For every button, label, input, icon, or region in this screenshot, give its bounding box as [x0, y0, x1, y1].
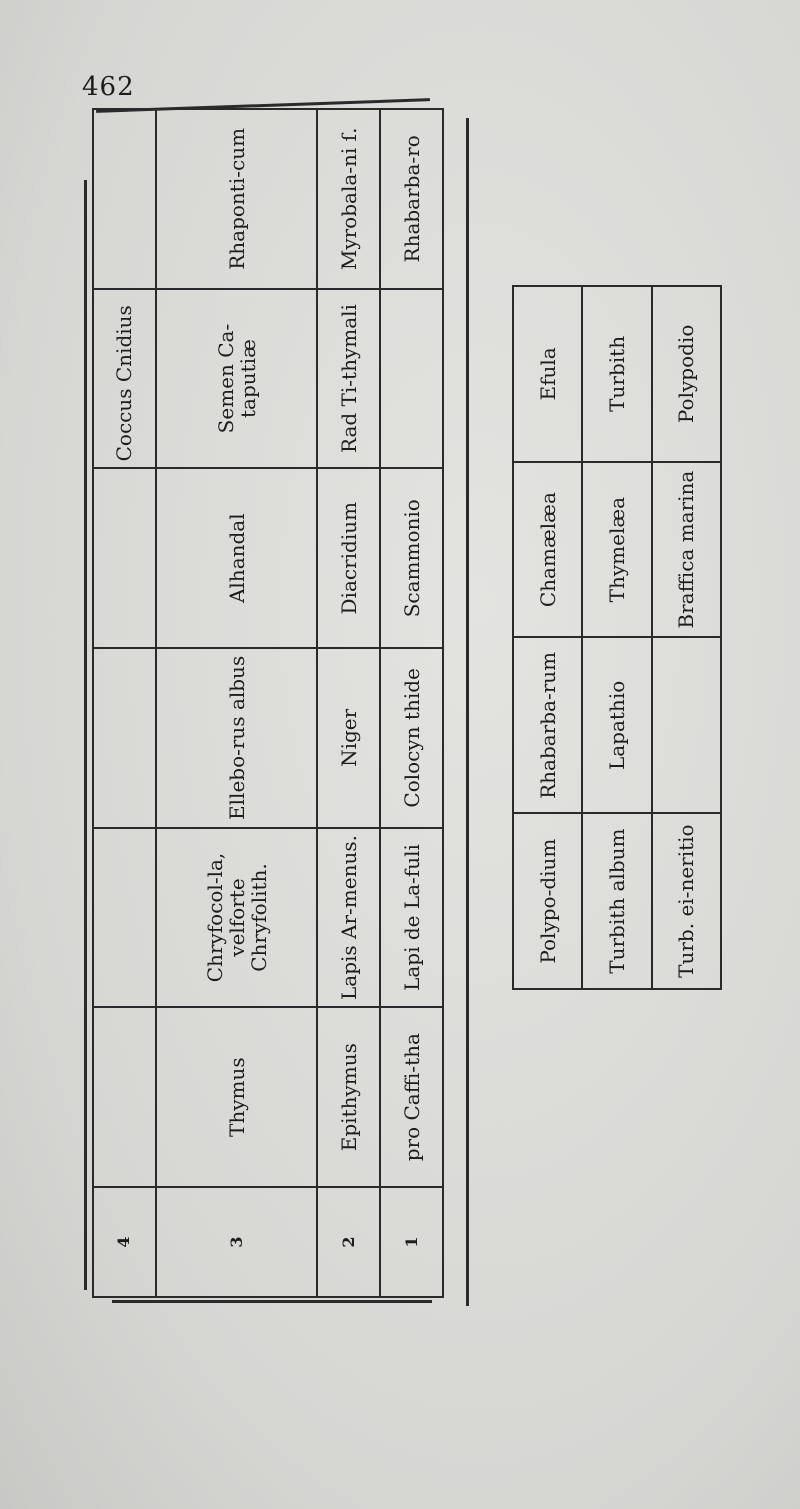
table-cell: Rhaponti-cum	[156, 109, 318, 289]
table-row	[380, 109, 443, 1297]
table-cell	[652, 638, 721, 814]
frame-rule-bottom	[112, 1300, 432, 1303]
table-cell: Lapi de La-fuli	[380, 828, 443, 1008]
main-table	[92, 108, 444, 1298]
table-cell: Polypodio	[652, 286, 721, 462]
table-row	[93, 109, 156, 1297]
table-cell: Rhabarba-ro	[380, 109, 443, 289]
frame-rule-right	[466, 118, 469, 1306]
table-cell: Turbith album	[582, 813, 651, 989]
table-cell: Rhabarba-rum	[513, 638, 582, 814]
frame-rule-left	[84, 180, 87, 1290]
table-cell: Coccus Cnidius	[93, 289, 156, 469]
table-row	[582, 286, 651, 989]
table-cell: Colocyn thide	[380, 648, 443, 828]
table-cell: Rad Ti-thymali	[317, 289, 380, 469]
table-cell: Myrobala-ni ſ.	[317, 109, 380, 289]
table-cell: Diacridium	[317, 468, 380, 648]
table-cell: Turb. ei-neritio	[652, 813, 721, 989]
table-row	[652, 286, 721, 989]
table-cell: Braffica marina	[652, 462, 721, 638]
table-cell: Lapathio	[582, 638, 651, 814]
table-cell: Polypo-dium	[513, 813, 582, 989]
secondary-table	[512, 285, 722, 990]
degree-label: 2	[317, 1187, 380, 1297]
table-cell: Epithymus	[317, 1007, 380, 1187]
table-cell: Thymus	[156, 1007, 318, 1187]
table-row	[317, 109, 380, 1297]
table-cell: Turbith	[582, 286, 651, 462]
table-cell: Semen Ca-taputiæ	[156, 289, 318, 469]
degree-label: 3	[156, 1187, 318, 1297]
table-cell: Alhandal	[156, 468, 318, 648]
table-cell: pro Caffi-tha	[380, 1007, 443, 1187]
table-cell: Niger	[317, 648, 380, 828]
table-cell	[93, 1007, 156, 1187]
table-cell	[380, 289, 443, 469]
table-cell	[93, 828, 156, 1008]
table-cell: Chryfocol-la, velforte Chryfolith.	[156, 828, 318, 1008]
table-cell: Scammonio	[380, 468, 443, 648]
table-row	[156, 109, 318, 1297]
table-cell: Thymelæa	[582, 462, 651, 638]
table-row	[513, 286, 582, 989]
table-cell: Ellebo-rus albus	[156, 648, 318, 828]
table-cell	[93, 468, 156, 648]
table-cell: Chamælæa	[513, 462, 582, 638]
degree-label: 4	[93, 1187, 156, 1297]
table-cell	[93, 109, 156, 289]
degree-label: 1	[380, 1187, 443, 1297]
table-cell	[93, 648, 156, 828]
table-cell: Efula	[513, 286, 582, 462]
table-cell: Lapis Ar-menus.	[317, 828, 380, 1008]
page-number: 462	[82, 72, 135, 102]
